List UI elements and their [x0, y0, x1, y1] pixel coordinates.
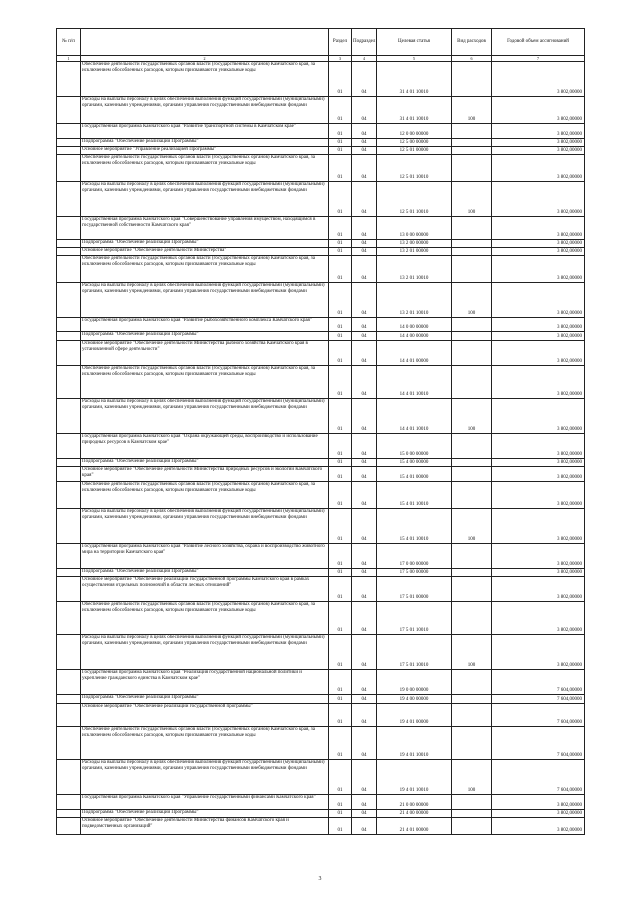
- colnum: 2: [81, 56, 329, 62]
- cell-sum: 3 802,00000: [492, 97, 585, 124]
- cell-num: [57, 544, 81, 569]
- cell-name: Государственная программа Камчатского края "Развитие рыбохозяйственного комплекса Камчатского края": [81, 318, 329, 332]
- cell-sum: 3 802,00000: [492, 602, 585, 635]
- cell-vr: [452, 240, 492, 248]
- cell-name: Государственная программа Камчатского края "Развитие лесного хозяйства, охрана и воспроизводство животного мира на территории Камчатского края": [81, 544, 329, 569]
- cell-razdel: 01: [329, 670, 352, 695]
- cell-vr: 100: [452, 509, 492, 544]
- cell-vr: [452, 602, 492, 635]
- cell-razdel: 01: [329, 795, 352, 810]
- cell-vr: [452, 818, 492, 835]
- cell-podrazdel: 04: [352, 332, 377, 341]
- cell-name: Основное мероприятие "Обеспечение деятельности Министерства": [81, 248, 329, 256]
- cell-podrazdel: 04: [352, 434, 377, 459]
- table-row: [57, 569, 585, 577]
- cell-razdel: 01: [329, 704, 352, 727]
- cell-csr: 15 4 00 00000: [377, 459, 452, 467]
- cell-podrazdel: 04: [352, 62, 377, 97]
- cell-csr: 13 0 00 00000: [377, 217, 452, 240]
- cell-num: [57, 182, 81, 217]
- cell-vr: [452, 139, 492, 147]
- cell-sum: 7 604,00000: [492, 670, 585, 695]
- cell-num: [57, 399, 81, 434]
- table-row: [57, 147, 585, 155]
- cell-razdel: 01: [329, 399, 352, 434]
- budget-table: [56, 28, 585, 835]
- cell-num: [57, 139, 81, 147]
- cell-vr: [452, 147, 492, 155]
- table-row: [57, 341, 585, 366]
- cell-csr: 13 2 01 10010: [377, 256, 452, 283]
- cell-sum: 7 604,00000: [492, 704, 585, 727]
- cell-num: [57, 248, 81, 256]
- cell-razdel: 01: [329, 124, 352, 139]
- table-row: [57, 602, 585, 635]
- cell-razdel: 01: [329, 727, 352, 760]
- cell-vr: [452, 695, 492, 704]
- cell-num: [57, 795, 81, 810]
- cell-razdel: 01: [329, 240, 352, 248]
- cell-podrazdel: 04: [352, 482, 377, 509]
- cell-sum: 3 802,00000: [492, 399, 585, 434]
- cell-razdel: 01: [329, 569, 352, 577]
- cell-sum: 3 802,00000: [492, 509, 585, 544]
- cell-name: Обеспечение деятельности государственных органов власти (государственных органов) Камчатского края, за исключением обособленных расходов, которым присваиваются уникальные коды: [81, 256, 329, 283]
- cell-name: Подпрограмма "Обеспечение реализации Программы": [81, 332, 329, 341]
- cell-podrazdel: 04: [352, 97, 377, 124]
- cell-podrazdel: 04: [352, 256, 377, 283]
- cell-csr: 19 4 01 00000: [377, 704, 452, 727]
- cell-podrazdel: 04: [352, 727, 377, 760]
- cell-sum: 3 802,00000: [492, 248, 585, 256]
- cell-num: [57, 124, 81, 139]
- table-row: [57, 810, 585, 818]
- cell-vr: [452, 577, 492, 602]
- table-row: [57, 97, 585, 124]
- cell-csr: 15 4 01 10010: [377, 482, 452, 509]
- cell-name: Подпрограмма "Обеспечение реализации Программы": [81, 459, 329, 467]
- cell-sum: 3 802,00000: [492, 240, 585, 248]
- cell-razdel: 01: [329, 155, 352, 182]
- cell-razdel: 01: [329, 482, 352, 509]
- cell-vr: [452, 459, 492, 467]
- cell-vr: [452, 482, 492, 509]
- cell-razdel: 01: [329, 248, 352, 256]
- table-row: [57, 795, 585, 810]
- cell-razdel: 01: [329, 760, 352, 795]
- cell-razdel: 01: [329, 62, 352, 97]
- cell-vr: [452, 332, 492, 341]
- cell-num: [57, 155, 81, 182]
- cell-podrazdel: 04: [352, 695, 377, 704]
- colnum: 6: [452, 56, 492, 62]
- cell-csr: 13 2 01 10010: [377, 283, 452, 318]
- cell-sum: 3 802,00000: [492, 635, 585, 670]
- cell-sum: 7 604,00000: [492, 760, 585, 795]
- cell-csr: 15 4 01 10010: [377, 509, 452, 544]
- cell-name: Государственная программа Камчатского края "Совершенствование управления имуществом, находящимся в государственной собственности Камчатского края": [81, 217, 329, 240]
- cell-podrazdel: 04: [352, 318, 377, 332]
- cell-csr: 19 4 01 10010: [377, 760, 452, 795]
- cell-vr: [452, 569, 492, 577]
- cell-razdel: 01: [329, 577, 352, 602]
- cell-sum: 3 802,00000: [492, 341, 585, 366]
- table-row: [57, 509, 585, 544]
- cell-name: Основное мероприятие "Обеспечение деятельности Министерства рыбного хозяйства Камчатского края в установленной сфере деятельности": [81, 341, 329, 366]
- cell-num: [57, 256, 81, 283]
- table-row: [57, 124, 585, 139]
- cell-sum: 3 802,00000: [492, 217, 585, 240]
- cell-name: Основное мероприятие "Обеспечение реализации государственной программы Камчатского края в рамках осуществления отдельных полномочий в области лесных отношений": [81, 577, 329, 602]
- cell-csr: 31 4 01 10010: [377, 97, 452, 124]
- cell-num: [57, 704, 81, 727]
- cell-csr: 21 0 00 00000: [377, 795, 452, 810]
- cell-name: Обеспечение деятельности государственных органов власти (государственных органов) Камчатского края, за исключением обособленных расходов, которым присваиваются уникальные коды: [81, 602, 329, 635]
- table-row: [57, 139, 585, 147]
- cell-podrazdel: 04: [352, 795, 377, 810]
- cell-sum: 3 802,00000: [492, 256, 585, 283]
- cell-num: [57, 727, 81, 760]
- cell-name: Подпрограмма "Обеспечение реализации Программы": [81, 810, 329, 818]
- cell-name: Обеспечение деятельности государственных органов власти (государственных органов) Камчатского края, за исключением обособленных расходов, которым присваиваются уникальные коды: [81, 482, 329, 509]
- header-name: [81, 29, 329, 56]
- cell-name: Подпрограмма "Обеспечение реализации Программы": [81, 695, 329, 704]
- cell-vr: 100: [452, 635, 492, 670]
- cell-name: Обеспечение деятельности государственных органов власти (государственных органов) Камчатского края, за исключением обособленных расходов, которым присваиваются уникальные коды: [81, 155, 329, 182]
- cell-num: [57, 434, 81, 459]
- table-row: [57, 217, 585, 240]
- cell-sum: 3 802,00000: [492, 795, 585, 810]
- cell-razdel: 01: [329, 544, 352, 569]
- colnum: 4: [352, 56, 377, 62]
- cell-name: Основное мероприятие "Управление реализацией Программы": [81, 147, 329, 155]
- cell-name: Обеспечение деятельности государственных органов власти (государственных органов) Камчатского края, за исключением обособленных расходов, которым присваиваются уникальные коды: [81, 727, 329, 760]
- cell-num: [57, 366, 81, 399]
- cell-num: [57, 509, 81, 544]
- cell-name: Государственная программа Камчатского края "Развитие транспортной системы в Камчатском крае": [81, 124, 329, 139]
- cell-csr: 31 4 01 10010: [377, 62, 452, 97]
- cell-name: Основное мероприятие "Обеспечение реализации государственной программы": [81, 704, 329, 727]
- cell-podrazdel: 04: [352, 760, 377, 795]
- cell-razdel: 01: [329, 318, 352, 332]
- header-razdel: Раздел: [329, 29, 352, 56]
- cell-podrazdel: 04: [352, 366, 377, 399]
- cell-csr: 14 0 00 00000: [377, 318, 452, 332]
- header-vr: Вид расходов: [452, 29, 492, 56]
- cell-razdel: 01: [329, 283, 352, 318]
- cell-razdel: 01: [329, 509, 352, 544]
- cell-vr: [452, 341, 492, 366]
- cell-vr: [452, 248, 492, 256]
- cell-razdel: 01: [329, 366, 352, 399]
- cell-vr: [452, 62, 492, 97]
- cell-razdel: 01: [329, 695, 352, 704]
- cell-name: Обеспечение деятельности государственных органов власти (государственных органов) Камчатского края, за исключением обособленных расходов, которым присваиваются уникальные коды: [81, 366, 329, 399]
- cell-sum: 3 802,00000: [492, 544, 585, 569]
- cell-csr: 12 5 00 00000: [377, 139, 452, 147]
- cell-sum: 3 802,00000: [492, 366, 585, 399]
- cell-csr: 12 5 01 00000: [377, 147, 452, 155]
- cell-csr: 19 4 01 10010: [377, 727, 452, 760]
- cell-csr: 17 5 01 10010: [377, 635, 452, 670]
- cell-razdel: 01: [329, 97, 352, 124]
- table-row: [57, 695, 585, 704]
- cell-vr: [452, 810, 492, 818]
- cell-vr: [452, 217, 492, 240]
- cell-razdel: 01: [329, 256, 352, 283]
- cell-sum: 3 802,00000: [492, 62, 585, 97]
- cell-num: [57, 97, 81, 124]
- cell-sum: 3 802,00000: [492, 155, 585, 182]
- cell-podrazdel: 04: [352, 602, 377, 635]
- cell-vr: [452, 124, 492, 139]
- cell-num: [57, 635, 81, 670]
- cell-podrazdel: 04: [352, 704, 377, 727]
- cell-csr: 12 5 01 10010: [377, 182, 452, 217]
- cell-name: Подпрограмма "Обеспечение реализации Программы": [81, 569, 329, 577]
- cell-name: Расходы на выплаты персоналу в целях обеспечения выполнения функций государственными (муниципальными) органами, казенными учреждениями, органами управления государственными внебюджетными фондами: [81, 283, 329, 318]
- cell-csr: 12 0 00 00000: [377, 124, 452, 139]
- cell-razdel: 01: [329, 602, 352, 635]
- cell-name: Государственная программа Камчатского края "Охрана окружающей среды, воспроизводство и использование природных ресурсов в Камчатском крае": [81, 434, 329, 459]
- cell-num: [57, 695, 81, 704]
- cell-num: [57, 459, 81, 467]
- cell-podrazdel: 04: [352, 818, 377, 835]
- table-row: [57, 467, 585, 482]
- cell-vr: 100: [452, 182, 492, 217]
- cell-csr: 15 4 01 00000: [377, 467, 452, 482]
- cell-csr: 12 5 01 10010: [377, 155, 452, 182]
- cell-podrazdel: 04: [352, 467, 377, 482]
- cell-podrazdel: 04: [352, 217, 377, 240]
- header-csr: Целевая статья: [377, 29, 452, 56]
- cell-razdel: 01: [329, 467, 352, 482]
- cell-csr: 13 2 01 00000: [377, 248, 452, 256]
- cell-podrazdel: 04: [352, 341, 377, 366]
- cell-sum: 3 802,00000: [492, 182, 585, 217]
- cell-sum: 3 802,00000: [492, 577, 585, 602]
- cell-num: [57, 602, 81, 635]
- cell-podrazdel: 04: [352, 147, 377, 155]
- cell-podrazdel: 04: [352, 124, 377, 139]
- cell-vr: [452, 434, 492, 459]
- cell-podrazdel: 04: [352, 670, 377, 695]
- cell-name: Государственная программа Камчатского края "Реализация государственной национальной политики и укрепление гражданского единства в Камчатском крае": [81, 670, 329, 695]
- cell-name: Подпрограмма "Обеспечение реализации Программы": [81, 240, 329, 248]
- table-row: [57, 482, 585, 509]
- cell-vr: 100: [452, 399, 492, 434]
- table-row: [57, 544, 585, 569]
- cell-podrazdel: 04: [352, 577, 377, 602]
- header-podrazdel: Подраздел: [352, 29, 377, 56]
- cell-sum: 3 802,00000: [492, 482, 585, 509]
- cell-razdel: 01: [329, 810, 352, 818]
- colnum: 1: [57, 56, 81, 62]
- cell-num: [57, 147, 81, 155]
- cell-num: [57, 818, 81, 835]
- cell-vr: [452, 670, 492, 695]
- table-row: [57, 256, 585, 283]
- cell-num: [57, 467, 81, 482]
- cell-vr: [452, 467, 492, 482]
- cell-name: Основное мероприятие "Обеспечение деятельности Министерства финансов Камчатского края и подведомственных организаций": [81, 818, 329, 835]
- table-row: [57, 635, 585, 670]
- table-row: [57, 399, 585, 434]
- cell-csr: 17 0 00 00000: [377, 544, 452, 569]
- cell-sum: 3 802,00000: [492, 810, 585, 818]
- table-row: [57, 283, 585, 318]
- cell-num: [57, 670, 81, 695]
- table-row: [57, 818, 585, 835]
- cell-vr: [452, 795, 492, 810]
- cell-podrazdel: 04: [352, 139, 377, 147]
- cell-csr: 14 4 01 10010: [377, 366, 452, 399]
- table-row: [57, 62, 585, 97]
- cell-vr: [452, 366, 492, 399]
- table-row: [57, 760, 585, 795]
- cell-razdel: 01: [329, 434, 352, 459]
- cell-vr: [452, 318, 492, 332]
- table-row: [57, 155, 585, 182]
- cell-csr: 21 4 00 00000: [377, 810, 452, 818]
- cell-vr: [452, 727, 492, 760]
- cell-name: Обеспечение деятельности государственных органов власти (государственных органов) Камчатского края, за исключением обособленных расходов, которым присваиваются уникальные коды: [81, 62, 329, 97]
- cell-name: Основное мероприятие "Обеспечение деятельности Министерства природных ресурсов и экологии Камчатского края": [81, 467, 329, 482]
- table-row: [57, 704, 585, 727]
- table-row: [57, 332, 585, 341]
- cell-podrazdel: 04: [352, 182, 377, 217]
- cell-num: [57, 569, 81, 577]
- cell-vr: 100: [452, 283, 492, 318]
- cell-sum: 3 802,00000: [492, 467, 585, 482]
- cell-podrazdel: 04: [352, 569, 377, 577]
- cell-podrazdel: 04: [352, 240, 377, 248]
- cell-sum: 3 802,00000: [492, 459, 585, 467]
- cell-sum: 7 604,00000: [492, 727, 585, 760]
- header-num: № п/п: [57, 29, 81, 56]
- cell-vr: [452, 544, 492, 569]
- cell-csr: 21 4 01 00000: [377, 818, 452, 835]
- cell-num: [57, 577, 81, 602]
- cell-name: Расходы на выплаты персоналу в целях обеспечения выполнения функций государственными (муниципальными) органами, казенными учреждениями, органами управления государственными внебюджетными фондами: [81, 509, 329, 544]
- cell-sum: 3 802,00000: [492, 332, 585, 341]
- cell-razdel: 01: [329, 139, 352, 147]
- cell-vr: [452, 256, 492, 283]
- cell-name: Расходы на выплаты персоналу в целях обеспечения выполнения функций государственными (муниципальными) органами, казенными учреждениями, органами управления государственными внебюджетными фондами: [81, 97, 329, 124]
- table-row: [57, 670, 585, 695]
- cell-podrazdel: 04: [352, 509, 377, 544]
- cell-num: [57, 810, 81, 818]
- colnum: 7: [492, 56, 585, 62]
- table-row: [57, 318, 585, 332]
- table-row: [57, 248, 585, 256]
- cell-num: [57, 760, 81, 795]
- cell-csr: 14 4 01 10010: [377, 399, 452, 434]
- cell-podrazdel: 04: [352, 635, 377, 670]
- table-row: [57, 459, 585, 467]
- cell-csr: 14 4 00 00000: [377, 332, 452, 341]
- cell-razdel: 01: [329, 182, 352, 217]
- cell-podrazdel: 04: [352, 544, 377, 569]
- cell-name: Расходы на выплаты персоналу в целях обеспечения выполнения функций государственными (муниципальными) органами, казенными учреждениями, органами управления государственными внебюджетными фондами: [81, 635, 329, 670]
- cell-razdel: 01: [329, 217, 352, 240]
- header-sum: Годовой объем ассигнований: [492, 29, 585, 56]
- table-row: [57, 240, 585, 248]
- cell-podrazdel: 04: [352, 248, 377, 256]
- cell-podrazdel: 04: [352, 399, 377, 434]
- cell-razdel: 01: [329, 818, 352, 835]
- cell-csr: 17 5 01 00000: [377, 577, 452, 602]
- cell-sum: 3 802,00000: [492, 434, 585, 459]
- cell-csr: 17 5 01 10010: [377, 602, 452, 635]
- cell-num: [57, 341, 81, 366]
- cell-csr: 15 0 00 00000: [377, 434, 452, 459]
- cell-csr: 19 0 00 00000: [377, 670, 452, 695]
- cell-num: [57, 332, 81, 341]
- table-row: [57, 434, 585, 459]
- cell-vr: [452, 155, 492, 182]
- cell-name: Расходы на выплаты персоналу в целях обеспечения выполнения функций государственными (муниципальными) органами, казенными учреждениями, органами управления государственными внебюджетными фондами: [81, 399, 329, 434]
- table-row: [57, 727, 585, 760]
- cell-csr: 19 4 00 00000: [377, 695, 452, 704]
- header-row: [57, 29, 585, 56]
- cell-sum: 3 802,00000: [492, 283, 585, 318]
- cell-sum: 3 802,00000: [492, 139, 585, 147]
- cell-sum: 3 802,00000: [492, 569, 585, 577]
- cell-num: [57, 217, 81, 240]
- cell-podrazdel: 04: [352, 155, 377, 182]
- cell-vr: [452, 704, 492, 727]
- cell-num: [57, 62, 81, 97]
- cell-csr: 14 4 01 00000: [377, 341, 452, 366]
- cell-razdel: 01: [329, 341, 352, 366]
- cell-vr: 100: [452, 97, 492, 124]
- cell-razdel: 01: [329, 459, 352, 467]
- cell-sum: 3 802,00000: [492, 318, 585, 332]
- cell-num: [57, 240, 81, 248]
- cell-num: [57, 283, 81, 318]
- table-row: [57, 182, 585, 217]
- cell-razdel: 01: [329, 635, 352, 670]
- cell-num: [57, 318, 81, 332]
- cell-sum: 7 604,00000: [492, 695, 585, 704]
- cell-name: Расходы на выплаты персоналу в целях обеспечения выполнения функций государственными (муниципальными) органами, казенными учреждениями, органами управления государственными внебюджетными фондами: [81, 760, 329, 795]
- colnum: 5: [377, 56, 452, 62]
- cell-vr: 100: [452, 760, 492, 795]
- cell-csr: 17 5 00 00000: [377, 569, 452, 577]
- cell-name: Подпрограмма "Обеспечение реализации Программы": [81, 139, 329, 147]
- table-row: [57, 366, 585, 399]
- table-row: [57, 577, 585, 602]
- cell-name: Расходы на выплаты персоналу в целях обеспечения выполнения функций государственными (муниципальными) органами, казенными учреждениями, органами управления государственными внебюджетными фондами: [81, 182, 329, 217]
- cell-sum: 3 802,00000: [492, 124, 585, 139]
- cell-razdel: 01: [329, 332, 352, 341]
- page-number: 3: [318, 876, 322, 882]
- colnum: 3: [329, 56, 352, 62]
- cell-sum: 3 802,00000: [492, 147, 585, 155]
- cell-name: Государственная программа Камчатского края "Управление государственными финансами Камчатского края": [81, 795, 329, 810]
- cell-csr: 13 2 00 00000: [377, 240, 452, 248]
- cell-razdel: 01: [329, 147, 352, 155]
- cell-podrazdel: 04: [352, 283, 377, 318]
- cell-num: [57, 482, 81, 509]
- table-body: [57, 62, 585, 835]
- cell-sum: 3 802,00000: [492, 818, 585, 835]
- cell-podrazdel: 04: [352, 459, 377, 467]
- cell-podrazdel: 04: [352, 810, 377, 818]
